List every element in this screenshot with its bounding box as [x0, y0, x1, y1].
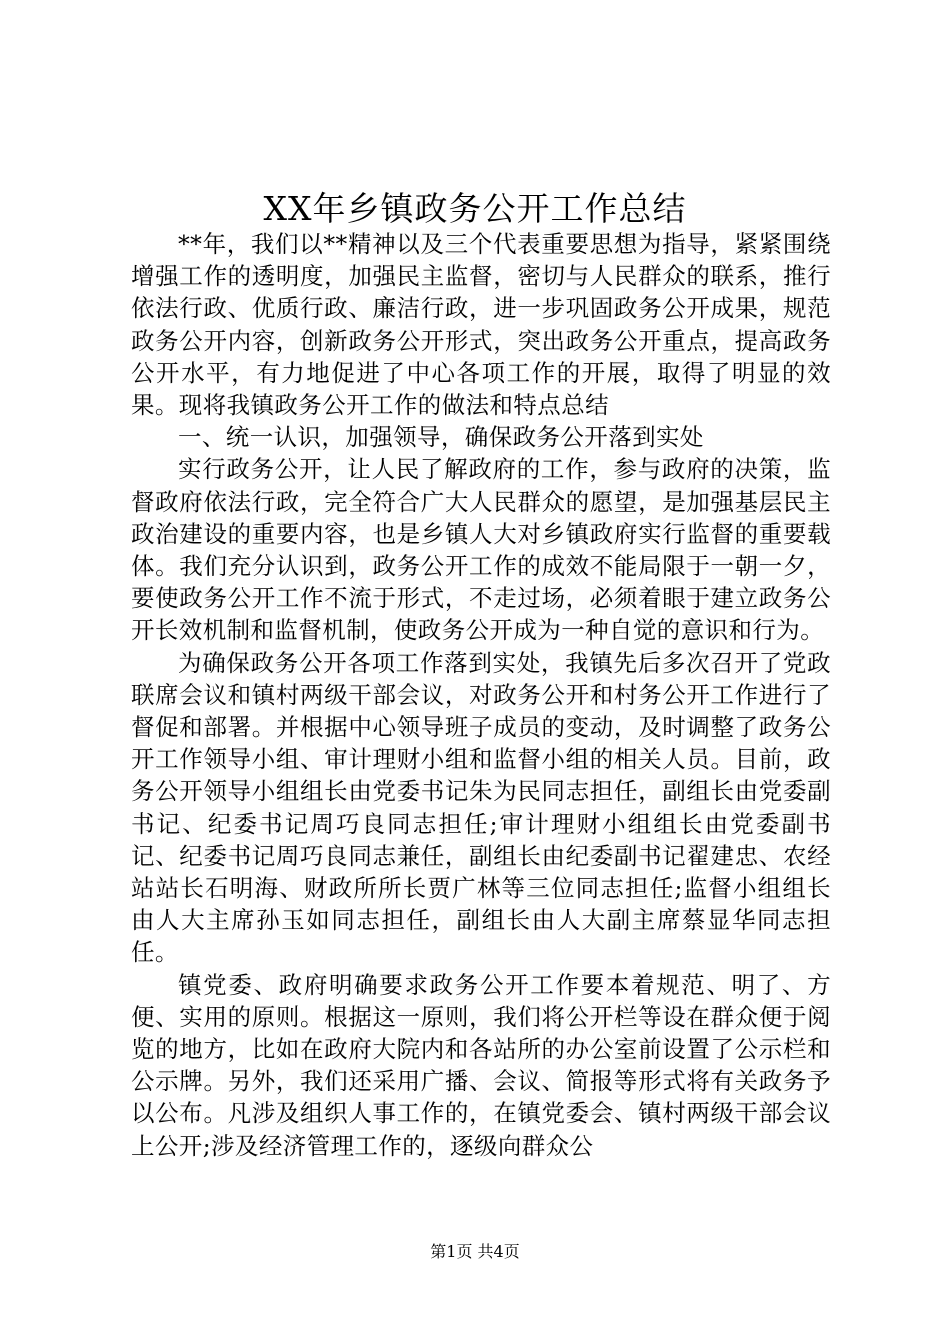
- section-heading-1: 一、统一认识，加强领导，确保政务公开落到实处: [178, 423, 704, 452]
- document-body: [131, 228, 831, 1162]
- paragraph-principles: 镇党委、政府明确要求政务公开工作要本着规范、明了、方便、实用的原则。根据这一原则，我们将公开栏等设在群众便于阅览的地方，比如在政府大院内和各站所的办公室前设置了公示栏和公示牌。另外，我们还采用广播、会议、简报等形式将有关政务予以公布。凡涉及组织人事工作的，在镇党委会、镇村两级干部会议上公开;涉及经济管理工作的，逐级向群众公: [131, 970, 831, 1160]
- paragraph-awareness: 实行政务公开，让人民了解政府的工作，参与政府的决策，监督政府依法行政，完全符合广大人民群众的愿望，是加强基层民主政治建设的重要内容，也是乡镇人大对乡镇政府实行监督的重要载体。我们充分认识到，政务公开工作的成效不能局限于一朝一夕，要使政务公开工作不流于形式，不走过场，必须着眼于建立政务公开长效机制和监督机制，使政务公开成为一种自觉的意识和行为。: [131, 455, 831, 645]
- page-footer: 第1页 共4页: [430, 1242, 520, 1261]
- paragraph-intro: **年，我们以**精神以及三个代表重要思想为指导，紧紧围绕增强工作的透明度，加强民主监督，密切与人民群众的联系，推行依法行政、优质行政、廉洁行政，进一步巩固政务公开成果，规范政务公开内容，创新政务公开形式，突出政务公开重点，提高政务公开水平，有力地促进了中心各项工作的开展，取得了明显的效果。现将我镇政务公开工作的做法和特点总结: [131, 230, 831, 420]
- document-title: XX年乡镇政务公开工作总结: [263, 189, 687, 228]
- paragraph-leadership: 为确保政务公开各项工作落到实处，我镇先后多次召开了党政联席会议和镇村两级干部会议，对政务公开和村务公开工作进行了督促和部署。并根据中心领导班子成员的变动，及时调整了政务公开工作领导小组、审计理财小组和监督小组的相关人员。目前，政务公开领导小组组长由党委书记朱为民同志担任，副组长由党委副书记、纪委书记周巧良同志担任;审计理财小组组长由党委副书记、纪委书记周巧良同志兼任，副组长由纪委副书记翟建忠、农经站站长石明海、财政所所长贾广林等三位同志担任;监督小组组长由人大主席孙玉如同志担任，副组长由人大副主席蔡显华同志担任。: [131, 648, 831, 967]
